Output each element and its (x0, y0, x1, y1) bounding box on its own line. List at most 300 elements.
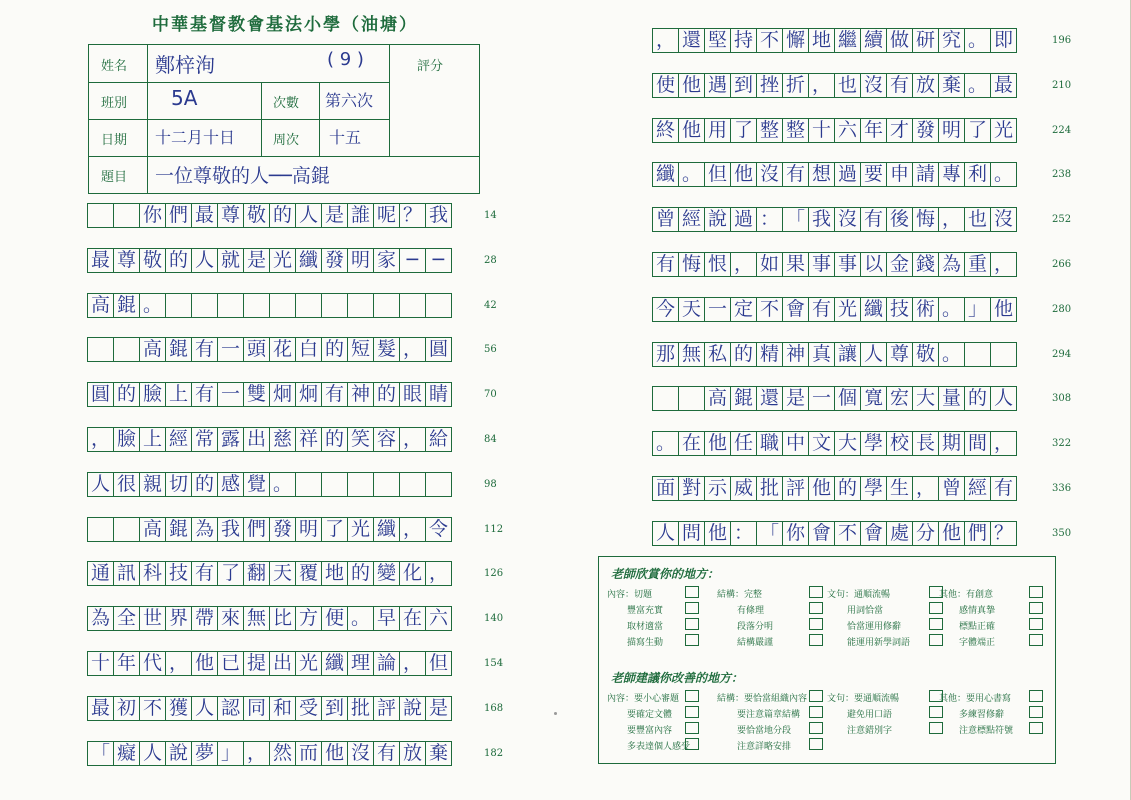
grid-cell: 評 (782, 476, 809, 501)
feedback-item: 結構：要恰當組織內容 (717, 694, 808, 704)
feedback-item: 有條理 (737, 606, 765, 616)
grid-cell: 了 (321, 517, 348, 542)
grid-row (87, 741, 451, 766)
grid-cell: 最 (191, 203, 218, 228)
character-count: 350 (1052, 527, 1072, 539)
grid-cell: ： (730, 521, 757, 546)
grid-cell: 到 (730, 73, 757, 98)
grid-cell: ， (990, 252, 1017, 277)
rating-checkbox[interactable] (929, 722, 943, 734)
rating-checkbox[interactable] (685, 690, 699, 702)
grid-cell: ， (652, 28, 679, 53)
grid-cell: 整 (782, 118, 809, 143)
grid-cell: 私 (704, 342, 731, 367)
grid-cell: 癡 (113, 741, 140, 766)
rating-checkbox[interactable] (685, 706, 699, 718)
grid-cell: 。 (964, 28, 991, 53)
grid-cell: 挫 (756, 73, 783, 98)
grid-cell: 長 (912, 431, 939, 456)
grid-cell: 他 (808, 476, 835, 501)
rating-checkbox[interactable] (929, 602, 943, 614)
grid-cell (399, 472, 426, 497)
grid-cell: 地 (808, 28, 835, 53)
grid-cell: 學 (860, 431, 887, 456)
grid-cell: 然 (269, 741, 296, 766)
rating-checkbox[interactable] (1029, 618, 1043, 630)
grid-cell: 界 (165, 606, 192, 631)
grid-cell: 說 (704, 207, 731, 232)
grid-cell: 不 (756, 297, 783, 322)
grid-cell: 為 (938, 252, 965, 277)
grid-cell: ， (243, 741, 270, 766)
grid-cell: 白 (295, 337, 322, 362)
grid-cell: 慈 (269, 427, 296, 452)
grid-cell: 發 (912, 118, 939, 143)
grid-cell: 的 (165, 248, 192, 273)
grid-row (652, 342, 1016, 367)
grid-cell: 敬 (243, 203, 270, 228)
grid-cell: 事 (808, 252, 835, 277)
grid-cell (678, 386, 705, 411)
grid-cell: 學 (860, 476, 887, 501)
grid-cell: 的 (321, 337, 348, 362)
grid-cell: 果 (782, 252, 809, 277)
grid-cell (373, 472, 400, 497)
grid-cell: 十 (87, 651, 114, 676)
name-value: 鄭梓洵 (155, 53, 215, 77)
grid-cell: 十 (808, 118, 835, 143)
grid-cell: 在 (678, 431, 705, 456)
grid-cell (191, 293, 218, 318)
grid-cell: 他 (678, 73, 705, 98)
feedback-item: 文句：通順流暢 (827, 590, 891, 600)
rating-checkbox[interactable] (1029, 634, 1043, 646)
grid-cell: 容 (373, 427, 400, 452)
character-count: 42 (484, 299, 497, 311)
grid-cell: 終 (652, 118, 679, 143)
rating-checkbox[interactable] (1029, 586, 1043, 598)
grid-cell: 有 (808, 297, 835, 322)
grid-cell (321, 293, 348, 318)
grid-cell: 技 (165, 561, 192, 586)
character-count: 154 (484, 658, 504, 669)
grid-cell: 方 (295, 606, 322, 631)
grid-cell: 很 (113, 472, 140, 497)
character-count: 322 (1052, 438, 1072, 450)
grid-cell: 也 (964, 207, 991, 232)
grid-cell: 一 (217, 382, 244, 407)
rating-checkbox[interactable] (929, 634, 943, 646)
grid-row (87, 696, 451, 721)
rating-checkbox[interactable] (809, 586, 823, 598)
grid-cell: 過 (730, 207, 757, 232)
grid-cell: 還 (756, 386, 783, 411)
rating-checkbox[interactable] (685, 634, 699, 646)
grid-row (87, 337, 451, 362)
grid-cell: 發 (321, 248, 348, 273)
grid-cell: 經 (678, 207, 705, 232)
grid-cell: 沒 (990, 207, 1017, 232)
grid-cell: 敬 (912, 342, 939, 367)
grid-cell: ， (808, 73, 835, 98)
rating-checkbox[interactable] (685, 722, 699, 734)
topic-value: 一位尊敬的人──高錕 (155, 165, 330, 187)
grid-cell: 頭 (243, 337, 270, 362)
grid-cell: 中 (782, 431, 809, 456)
rating-checkbox[interactable] (685, 618, 699, 630)
grid-cell: 不 (834, 521, 861, 546)
grid-cell: 覺 (243, 472, 270, 497)
grid-cell: 的 (321, 427, 348, 452)
grid-cell: 定 (730, 297, 757, 322)
grid-cell: 親 (139, 472, 166, 497)
grid-cell: 已 (217, 651, 244, 676)
grid-cell: 也 (834, 73, 861, 98)
teacher-feedback-box (598, 556, 1056, 764)
grid-cell: 明 (295, 517, 322, 542)
grid-cell: 用 (704, 118, 731, 143)
grid-cell: 光 (347, 517, 374, 542)
grid-cell: 的 (347, 561, 374, 586)
grid-cell: 做 (886, 28, 913, 53)
grid-cell: 和 (269, 696, 296, 721)
grid-cell: 沒 (834, 207, 861, 232)
grid-cell: 他 (990, 297, 1017, 322)
grid-cell: 。 (938, 297, 965, 322)
rating-checkbox[interactable] (809, 738, 823, 750)
grid-cell: 對 (678, 476, 705, 501)
grid-cell: 錕 (165, 517, 192, 542)
grid-cell: 人 (295, 203, 322, 228)
grid-cell: 纖 (295, 248, 322, 273)
grid-cell: 曾 (652, 207, 679, 232)
grid-cell: 人 (87, 472, 114, 497)
feedback-item: 取材適當 (627, 622, 664, 632)
grid-cell: 威 (730, 476, 757, 501)
grid-cell: 全 (113, 606, 140, 631)
grid-cell (165, 293, 192, 318)
grid-cell (347, 293, 374, 318)
grid-cell: 祥 (295, 427, 322, 452)
grid-cell: 批 (756, 476, 783, 501)
grid-cell: 光 (269, 248, 296, 273)
grid-cell: 有 (990, 476, 1017, 501)
grid-cell: 圓 (425, 337, 452, 362)
grid-cell: 神 (347, 382, 374, 407)
feedback-item: 要恰當地分段 (737, 726, 792, 736)
grid-cell: 一 (704, 297, 731, 322)
grid-cell: 使 (652, 73, 679, 98)
grid-cell: 們 (964, 521, 991, 546)
grid-cell: 量 (938, 386, 965, 411)
grid-row (652, 386, 1016, 411)
grid-cell: 分 (912, 521, 939, 546)
grid-cell: 生 (886, 476, 913, 501)
rating-checkbox[interactable] (809, 602, 823, 614)
grid-cell: 棄 (938, 73, 965, 98)
grid-cell (425, 472, 452, 497)
grid-cell: 出 (243, 427, 270, 452)
grid-row (652, 28, 1016, 53)
grid-cell: 期 (938, 431, 965, 456)
grid-row (87, 293, 451, 318)
grid-cell: 有 (191, 561, 218, 586)
page-dot (554, 712, 557, 715)
rating-checkbox[interactable] (809, 722, 823, 734)
rating-checkbox[interactable] (1029, 690, 1043, 702)
grid-cell: 高 (139, 517, 166, 542)
feedback-item: 其他：有創意 (939, 590, 994, 600)
grid-cell: 光 (834, 297, 861, 322)
grid-cell: 感 (217, 472, 244, 497)
grid-cell: 我 (808, 207, 835, 232)
grid-cell: 面 (652, 476, 679, 501)
feedback-item: 豐富充實 (627, 606, 664, 616)
grid-cell: 錢 (912, 252, 939, 277)
grid-cell: 髮 (373, 337, 400, 362)
grid-cell: 一 (808, 386, 835, 411)
grid-cell: 恨 (704, 252, 731, 277)
grid-row (87, 517, 451, 542)
grid-cell: 是 (321, 203, 348, 228)
character-count: 294 (1052, 348, 1072, 360)
grid-cell: 最 (87, 696, 114, 721)
grid-row (652, 521, 1016, 546)
grid-cell: 敬 (139, 248, 166, 273)
character-count: 308 (1052, 393, 1072, 405)
rating-checkbox[interactable] (685, 602, 699, 614)
grid-cell: 讓 (834, 342, 861, 367)
grid-cell: 個 (834, 386, 861, 411)
feedback-item: 注意錯別字 (847, 726, 893, 736)
grid-cell: 呢 (373, 203, 400, 228)
grid-cell: 纖 (860, 297, 887, 322)
grid-cell: 無 (243, 606, 270, 631)
feedback-item: 文句：要通順流暢 (827, 694, 900, 704)
grid-cell: ， (938, 207, 965, 232)
grid-cell: 才 (886, 118, 913, 143)
grid-cell (87, 337, 114, 362)
feedback-item: 注意標點符號 (959, 726, 1014, 736)
grid-cell: 覆 (295, 561, 322, 586)
feedback-item: 結構：完整 (717, 590, 763, 600)
feedback-item: 字體端正 (959, 638, 996, 648)
grid-cell: 即 (990, 28, 1017, 53)
grid-cell: 人 (191, 696, 218, 721)
praise-title: 老師欣賞你的地方： (611, 567, 720, 581)
feedback-item: 要確定文體 (627, 710, 673, 720)
grid-cell: 發 (269, 517, 296, 542)
grid-cell: 會 (782, 297, 809, 322)
grid-cell: 纖 (373, 517, 400, 542)
grid-cell: 明 (938, 118, 965, 143)
grid-cell: 術 (912, 297, 939, 322)
grid-cell: 後 (886, 207, 913, 232)
grid-cell: 職 (756, 431, 783, 456)
grid-cell: 整 (756, 118, 783, 143)
grid-cell: 沒 (860, 73, 887, 98)
times-value: 第六次 (325, 91, 374, 110)
grid-cell: 任 (730, 431, 757, 456)
grid-cell: 的 (964, 386, 991, 411)
grid-cell: ， (399, 337, 426, 362)
rating-checkbox[interactable] (809, 706, 823, 718)
grid-cell: 是 (782, 386, 809, 411)
grid-cell (243, 293, 270, 318)
grid-cell: 校 (886, 431, 913, 456)
grid-cell: 他 (938, 521, 965, 546)
grid-cell: 家 (373, 248, 400, 273)
grid-cell: 過 (834, 162, 861, 187)
student-number: ( 9 ) (327, 49, 364, 70)
grid-cell: 沒 (756, 162, 783, 187)
feedback-item: 要豐富內容 (627, 726, 673, 736)
grid-cell: 了 (964, 118, 991, 143)
feedback-item: 其他：要用心書寫 (939, 694, 1012, 704)
name-label: 姓名 (101, 59, 128, 74)
grid-cell: ， (399, 427, 426, 452)
rating-checkbox[interactable] (809, 690, 823, 702)
grid-row (652, 118, 1016, 143)
grid-cell: ， (990, 431, 1017, 456)
week-value: 十五 (329, 128, 362, 147)
times-label: 次數 (273, 96, 300, 111)
grid-cell: 。 (678, 162, 705, 187)
grid-cell: 真 (808, 342, 835, 367)
grid-cell: 但 (704, 162, 731, 187)
grid-cell: 想 (808, 162, 835, 187)
grid-cell: ， (399, 651, 426, 676)
grid-row (87, 651, 451, 676)
grid-cell (425, 293, 452, 318)
grid-cell: 的 (191, 472, 218, 497)
rating-checkbox[interactable] (929, 706, 943, 718)
class-label: 班別 (101, 96, 128, 111)
grid-cell: 的 (113, 382, 140, 407)
grid-cell: 纖 (652, 162, 679, 187)
grid-cell: 。 (139, 293, 166, 318)
grid-cell: 不 (139, 696, 166, 721)
grid-cell: 人 (860, 342, 887, 367)
character-count: 112 (484, 523, 504, 535)
grid-cell: 無 (678, 342, 705, 367)
grid-cell: 尊 (113, 248, 140, 273)
rating-checkbox[interactable] (809, 618, 823, 630)
rating-checkbox[interactable] (929, 618, 943, 630)
grid-cell: 們 (243, 517, 270, 542)
rating-checkbox[interactable] (685, 586, 699, 598)
grid-cell: 請 (912, 162, 939, 187)
grid-cell: 要 (860, 162, 887, 187)
grid-cell: 有 (652, 252, 679, 277)
character-count: 14 (484, 210, 497, 221)
grid-cell: 今 (652, 297, 679, 322)
grid-cell: 究 (938, 28, 965, 53)
grid-cell: 炯 (295, 382, 322, 407)
grid-cell: 眼 (399, 382, 426, 407)
grid-row (87, 248, 451, 273)
grid-row (87, 561, 451, 586)
grid-cell (652, 386, 679, 411)
grid-cell: 圓 (87, 382, 114, 407)
grid-cell: 是 (243, 248, 270, 273)
date-value: 十二月十日 (155, 128, 236, 147)
grid-cell: 便 (321, 606, 348, 631)
grid-cell: 而 (295, 741, 322, 766)
grid-cell: 。 (347, 606, 374, 631)
grid-cell: 的 (730, 342, 757, 367)
grid-cell: 了 (217, 561, 244, 586)
grid-cell: 有 (191, 337, 218, 362)
grid-cell: 令 (425, 517, 452, 542)
grid-cell: 會 (860, 521, 887, 546)
rating-checkbox[interactable] (1029, 722, 1043, 734)
grid-cell: 為 (87, 606, 114, 631)
grid-row (652, 297, 1016, 322)
grid-cell: 宏 (886, 386, 913, 411)
class-value: 5A (171, 86, 198, 110)
grid-cell: 露 (217, 427, 244, 452)
grid-cell: 人 (191, 248, 218, 273)
character-count: 266 (1052, 259, 1072, 270)
grid-cell: 地 (321, 561, 348, 586)
grid-cell: 問 (678, 521, 705, 546)
grid-cell: 「 (756, 521, 783, 546)
grid-cell: 獲 (165, 696, 192, 721)
character-count: 196 (1052, 35, 1072, 46)
grid-cell: ─ (425, 248, 452, 273)
character-count: 224 (1052, 124, 1072, 136)
grid-cell: 我 (217, 517, 244, 542)
grid-cell: 持 (730, 28, 757, 53)
grid-cell: ， (425, 561, 452, 586)
grid-cell: 有 (321, 382, 348, 407)
grid-cell (399, 293, 426, 318)
rating-checkbox[interactable] (1029, 706, 1043, 718)
feedback-item: 避免用口語 (847, 710, 893, 720)
feedback-item: 內容：切題 (607, 590, 653, 600)
grid-cell: 理 (347, 651, 374, 676)
grid-cell: 繼 (834, 28, 861, 53)
character-count: 168 (484, 702, 504, 714)
character-count: 70 (484, 389, 497, 401)
rating-checkbox[interactable] (809, 634, 823, 646)
grid-cell: 申 (886, 162, 913, 187)
grid-cell (964, 342, 991, 367)
grid-cell: 那 (652, 342, 679, 367)
rating-checkbox[interactable] (1029, 602, 1043, 614)
feedback-item: 要注意篇章結構 (737, 710, 801, 720)
grid-cell: 」 (964, 297, 991, 322)
grid-row (652, 431, 1016, 456)
grid-cell (990, 342, 1017, 367)
grid-cell: 技 (886, 297, 913, 322)
grid-cell: 上 (165, 382, 192, 407)
grid-cell: 精 (756, 342, 783, 367)
grid-row (87, 203, 451, 228)
grid-cell: 訊 (113, 561, 140, 586)
rating-checkbox[interactable] (685, 738, 699, 750)
feedback-item: 多練習修辭 (959, 710, 1005, 720)
grid-cell: 提 (243, 651, 270, 676)
grid-cell: 以 (860, 252, 887, 277)
grid-cell: 說 (165, 741, 192, 766)
grid-cell: 沒 (347, 741, 374, 766)
grid-row (652, 252, 1016, 277)
grid-cell: 評 (373, 696, 400, 721)
grid-cell: 雙 (243, 382, 270, 407)
character-count: 280 (1052, 303, 1072, 315)
